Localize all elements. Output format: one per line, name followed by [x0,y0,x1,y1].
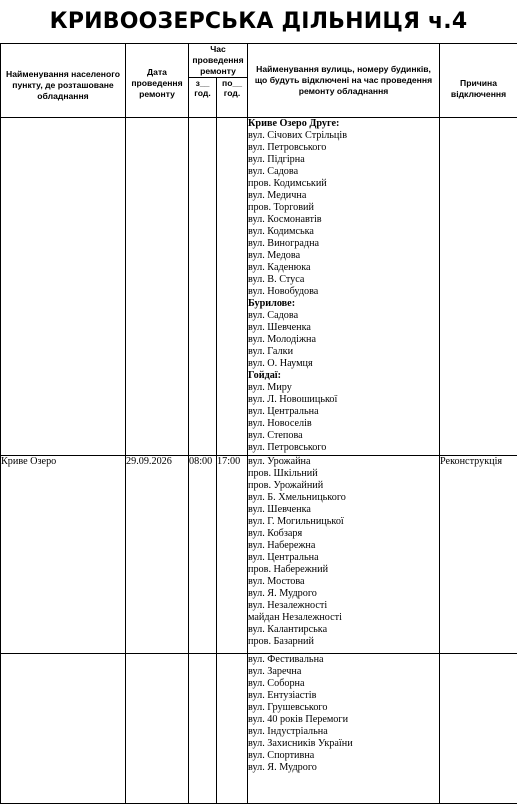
street-item: вул. Виноградна [248,238,320,249]
street-item: вул. Індустріальна [248,726,328,737]
street-item: вул. Г. Могильницької [248,516,344,527]
header-reason: Причина відключення [440,78,517,118]
place-cell: Криве Озеро [1,456,126,654]
streets-block-3 [248,654,440,804]
street-item: вул. Урожайна [248,456,311,467]
to-cell-empty [217,118,248,456]
street-item: вул. Новоселів [248,418,312,429]
street-item: вул. 40 років Перемоги [248,714,349,725]
header-place: Найменування населеного пункту, де розташоване обладнання [1,44,126,118]
street-item: вул. Новобудова [248,286,319,297]
street-item: майдан Незалежності [248,612,342,623]
street-item: вул. Незалежності [248,600,328,611]
street-item: вул. Ентузіастів [248,690,317,701]
street-item: вул. Медова [248,250,301,261]
streets-block-1 [248,118,440,456]
street-item: вул. О. Наумця [248,358,313,369]
street-item: вул. Підгірна [248,154,305,165]
street-item: вул. Мостова [248,576,305,587]
header-reason-top [440,44,517,78]
header-streets: Найменування вулиць, номеру будинків, що будуть відключені на час проведення ремонту обладнання [248,44,440,118]
street-item: пров. Урожайний [248,480,324,491]
street-item: вул. Калантирська [248,624,328,635]
street-item: вул. Л. Новошицької [248,394,338,405]
reason-cell-empty-2 [440,654,517,804]
street-item: вул. Медична [248,190,307,201]
header-date: Дата проведення ремонту [126,44,189,118]
street-item: вул. Кобзаря [248,528,303,539]
street-item: вул. В. Стуса [248,274,305,285]
header-from: з__ год. [189,78,217,118]
street-item: вул. Набережна [248,540,316,551]
street-item: вул. Заречна [248,666,302,677]
to-time-cell: 17:00 [217,456,248,654]
street-item: вул. Кодимська [248,226,314,237]
page-title: КРИВООЗЕРСЬКА ДІЛЬНИЦЯ ч.4 [49,9,468,34]
settlement-heading: Бурилове: [248,298,296,309]
street-item: пров. Шкільний [248,468,318,479]
place-cell-empty-2 [1,654,126,804]
street-item: вул. Шевченка [248,504,311,515]
street-item: вул. Захисників України [248,738,353,749]
street-item: вул. Б. Хмельницького [248,492,346,503]
street-item: вул. Центральна [248,406,319,417]
street-item: вул. Спортивна [248,750,315,761]
street-item: вул. Фестивальна [248,654,324,665]
settlement-heading: Гойдаї: [248,370,282,381]
from-cell-empty [189,118,217,456]
header-to: по__ год. [217,78,248,118]
street-item: вул. Космонавтів [248,214,322,225]
header-time: Час проведення ремонту [189,44,248,78]
street-item: вул. Я. Мудрого [248,762,317,773]
streets-block-2 [248,456,440,654]
street-item: пров. Набережний [248,564,329,575]
place-cell-empty [1,118,126,456]
street-item: пров. Базарний [248,636,314,647]
street-item: пров. Кодимський [248,178,327,189]
date-cell: 29.09.2026 [126,456,189,654]
street-item: пров. Торговий [248,202,314,213]
street-item: вул. Миру [248,382,292,393]
street-item: вул. Шевченка [248,322,311,333]
reason-cell-empty [440,118,517,456]
street-item: вул. Петровського [248,142,327,153]
street-item: вул. Петровського [248,442,327,453]
date-cell-empty [126,118,189,456]
from-time-cell: 08:00 [189,456,217,654]
date-cell-empty-2 [126,654,189,804]
street-item: вул. Грушевського [248,702,328,713]
street-item: вул. Степова [248,430,303,441]
street-item: вул. Січових Стрільців [248,130,348,141]
outage-schedule-table [0,43,517,804]
settlement-heading: Криве Озеро Друге: [248,118,340,129]
from-cell-empty-2 [189,654,217,804]
street-item: вул. Соборна [248,678,305,689]
street-item: вул. Садова [248,166,299,177]
street-item: вул. Галки [248,346,294,357]
street-item: вул. Молодіжна [248,334,316,345]
reason-cell: Реконструкція [440,456,517,654]
street-item: вул. Я. Мудрого [248,588,317,599]
street-item: вул. Садова [248,310,299,321]
street-item: вул. Центральна [248,552,319,563]
to-cell-empty-2 [217,654,248,804]
street-item: вул. Каденюка [248,262,311,273]
